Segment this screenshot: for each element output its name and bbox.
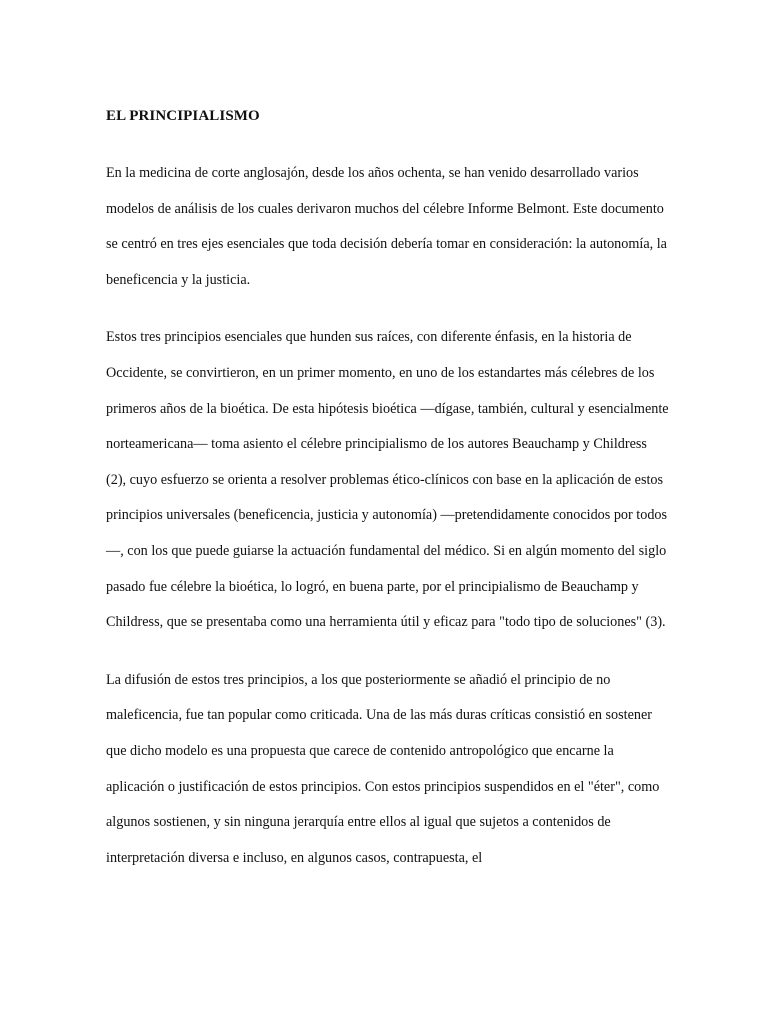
document-title: EL PRINCIPIALISMO (106, 108, 260, 124)
paragraph-3: La difusión de estos tres principios, a los que posteriormente se añadió el principio de no maleficencia, fue tan popular como criticada. Una de las más duras críticas consistió en sostener que dicho modelo es una propuesta que carece de contenido antropológico que encarne la aplicación o justificación de estos principios. Con estos principios suspendidos en el "éter", como algunos sostienen, y sin ninguna jerarquía entre ellos al igual que sujetos a contenidos de interpretación diversa e incluso, en algunos casos, contrapuesta, el (106, 671, 660, 866)
paragraph-1: En la medicina de corte anglosajón, desde los años ochenta, se han venido desarrollado varios modelos de análisis de los cuales derivaron muchos del célebre Informe Belmont. Este documento se centró en tres ejes esenciales que toda decisión debería tomar en consideración: la autonomía, la beneficencia y la justicia. (106, 165, 667, 288)
paragraph-2: Estos tres principios esenciales que hunden sus raíces, con diferente énfasis, en la historia de Occidente, se convirtieron, en un primer momento, en uno de los estandartes más célebres de los primeros años de la bioética. De esta hipótesis bioética —dígase, también, cultural y esencialmente norteamericana— toma asiento el célebre principialismo de los autores Beauchamp y Childress (2), cuyo esfuerzo se orienta a resolver problemas ético-clínicos con base en la aplicación de estos principios universales (beneficencia, justicia y autonomía) —pretendidamente conocidos por todos—, con los que puede guiarse la actuación fundamental del médico. Si en algún momento del siglo pasado fue célebre la bioética, lo logró, en buena parte, por el principialismo de Beauchamp y Childress, que se presentaba como una herramienta útil y eficaz para "todo tipo de soluciones" (3). (106, 329, 669, 631)
